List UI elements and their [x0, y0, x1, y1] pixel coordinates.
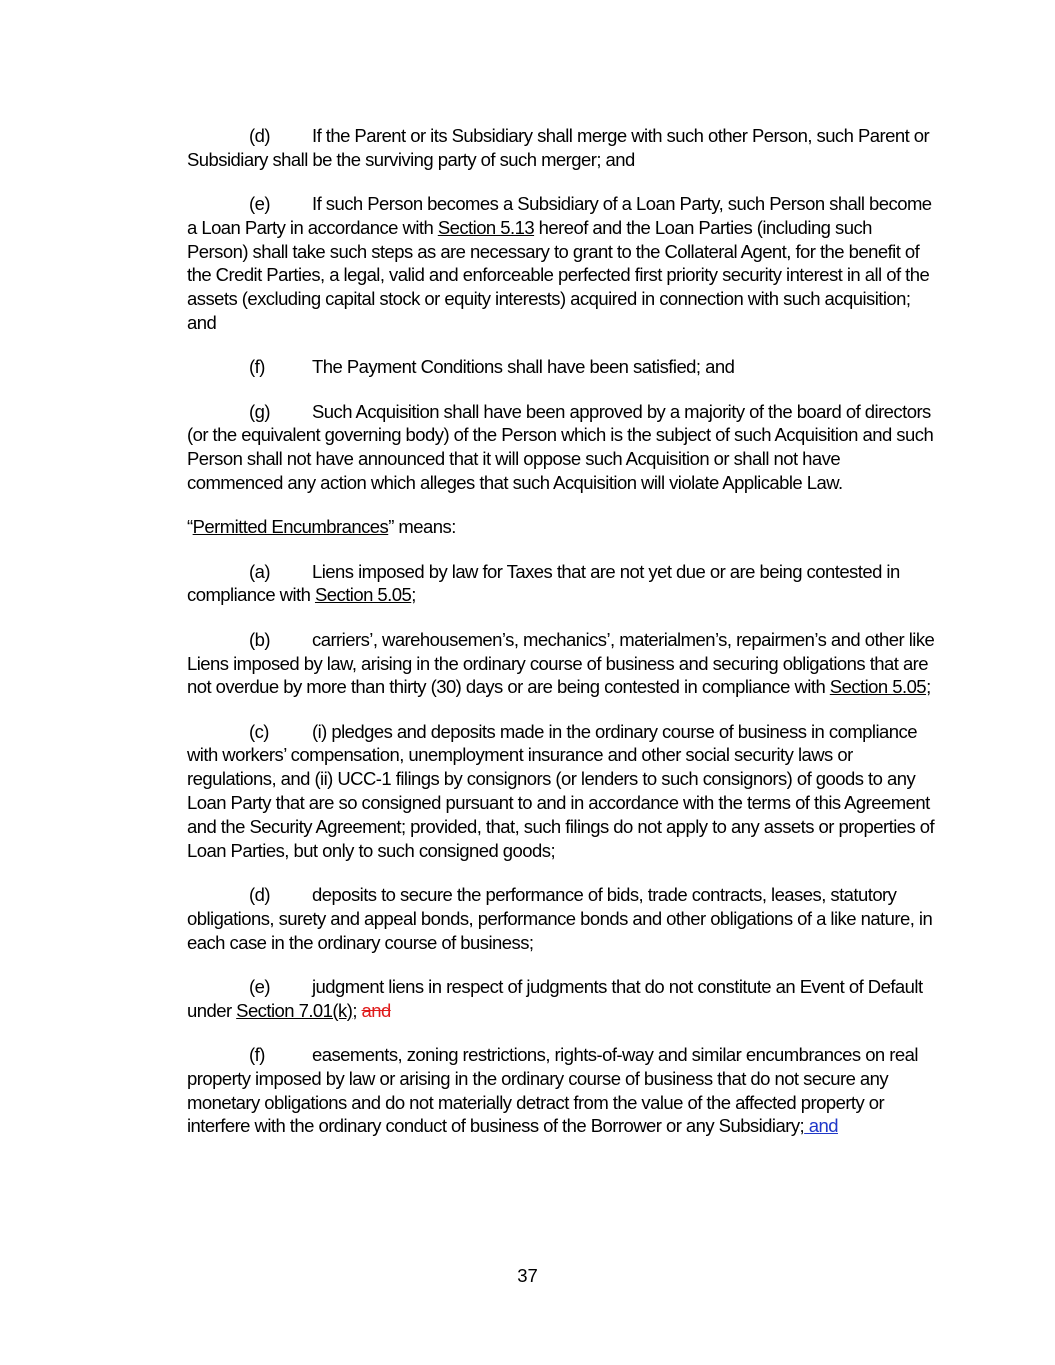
clause-text: The Payment Conditions shall have been satisfied; and	[312, 356, 735, 378]
clause-g-approval	[187, 400, 935, 495]
document-body	[187, 124, 935, 1159]
clause-label: (a)	[249, 560, 270, 582]
deleted-text: and	[361, 999, 391, 1021]
clause-e-subsidiary	[187, 192, 935, 335]
clause-f-payment-conditions	[187, 355, 935, 379]
clause-label: (e)	[249, 193, 270, 215]
section-reference: Section 7.01(k)	[236, 999, 353, 1021]
clause-label: (d)	[249, 883, 270, 905]
page-number: 37	[517, 1265, 538, 1286]
section-reference: Section 5.05	[314, 584, 412, 606]
clause-text: If the Parent or its Subsidiary shall merge with such other Person, such Parent or Subsidiary shall be the surviving party of such merger; and	[187, 125, 930, 170]
section-reference: Section 5.05	[829, 676, 927, 698]
defined-term: Permitted Encumbrances	[192, 516, 389, 538]
clause-label: (b)	[249, 628, 270, 650]
definition-heading: “Permitted Encumbrances” means:	[187, 516, 456, 538]
clause-label: (g)	[249, 400, 270, 422]
clause-text: deposits to secure the performance of bids, trade contracts, leases, statutory obligations, surety and appeal bonds, performance bonds and other obligations of a like nature, in each case in the ordinary course of business;	[187, 883, 933, 953]
encumbrance-d-deposits	[187, 883, 935, 954]
encumbrance-c-pledges	[187, 720, 935, 863]
clause-label: (e)	[249, 975, 270, 997]
clause-d-merger	[187, 124, 935, 172]
clause-text: judgment liens in respect of judgments that do not constitute an Event of Default under	[187, 975, 923, 1021]
clause-label: (f)	[249, 356, 265, 378]
clause-label: (d)	[249, 125, 270, 146]
clause-label: (f)	[249, 1043, 265, 1065]
encumbrance-f-easements	[187, 1043, 935, 1138]
clause-text: Such Acquisition shall have been approved by a majority of the board of directors (or the equivalent governing body) of the Person which is the subject of such Acquisition and such Person shall not have announced that it will oppose such Acquisition or shall not have commenced any action which alleges that such Acquisition will violate Applicable Law.	[187, 400, 934, 494]
inserted-text: and	[804, 1115, 838, 1137]
clause-label: (c)	[249, 720, 269, 742]
clause-text: easements, zoning restrictions, rights-of-way and similar encumbrances on real property imposed by law or arising in the ordinary course of business that do not secure any monetary obligations and do not materially detract from the value of the affected property or interfere with the ordinary conduct of business of the Borrower or any Subsidiary;	[187, 1043, 918, 1137]
encumbrance-a-tax-liens: (a) Liens imposed by law for Taxes that are not yet due or are being contested in compliance with Section 5.05;	[187, 560, 900, 606]
clause-text: carriers’, warehousemen’s, mechanics’, materialmen’s, repairmen’s and other like Liens imposed by law, arising in the ordinary course of business and securing obligations that are not overdue by more than thirty (30) days or are being contested in compliance with	[187, 628, 935, 698]
clause-text: Liens imposed by law for Taxes that are not yet due or are being contested in compliance with	[187, 560, 900, 606]
clause-text: hereof and the Loan Parties (including such Person) shall take such steps as are necessary to grant to the Collateral Agent, for the benefit of the Credit Parties, a legal, valid and enforceable perfected first priority security interest in all of the assets (excluding capital stock or equity interests) acquired in connection with such acquisition; and	[187, 216, 930, 334]
encumbrance-e-judgment-liens: (e) judgment liens in respect of judgments that do not constitute an Event of Default under Section 7.01(k); and	[187, 975, 923, 1021]
clause-text: (i) pledges and deposits made in the ordinary course of business in compliance with workers’ compensation, unemployment insurance and other social security laws or regulations, and (ii) UCC-1 filings by consignors (or lenders to such consignors) of goods to any Loan Party that are so consigned pursuant to and in accordance with the terms of this Agreement and the Security Agreement; provided, that, such filings do not apply to any assets or properties of Loan Parties, but only to such consigned goods;	[187, 720, 935, 861]
encumbrance-b-mechanics-liens: (b) carriers’, warehousemen’s, mechanics’, materialmen’s, repairmen’s and other like Liens imposed by law, arising in the ordinary course of business and securing obligations that are not overdue by more than thirty (30) days or are being contested in compliance with Section 5.05;	[187, 628, 935, 698]
clause-text: If such Person becomes a Subsidiary of a Loan Party, such Person shall become a Loan Party in accordance with	[187, 193, 932, 238]
section-reference: Section 5.13	[437, 216, 535, 238]
